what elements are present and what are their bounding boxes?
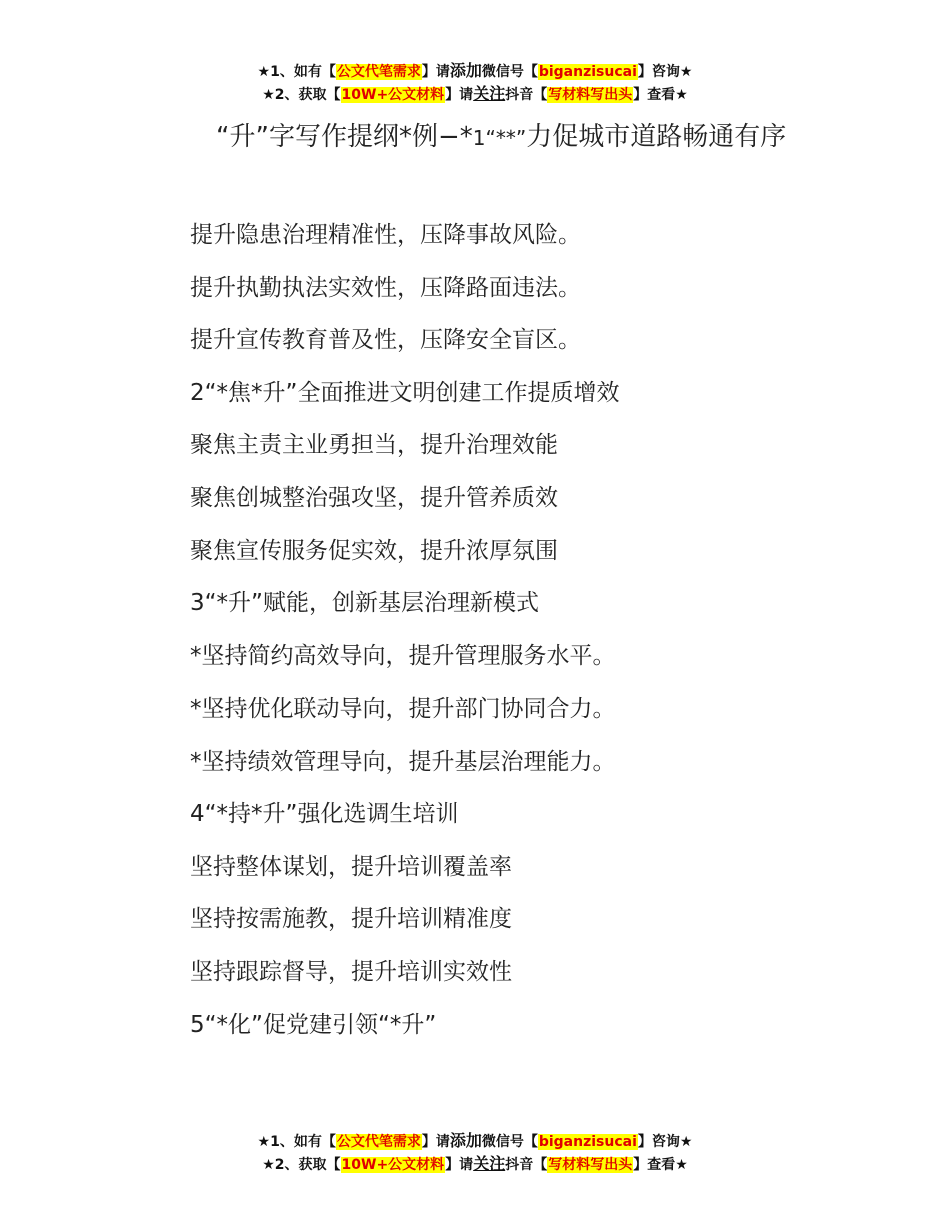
banner-text: ★2、获取【 xyxy=(262,1157,341,1173)
banner-text: 】查看★ xyxy=(633,1157,688,1173)
banner-highlight: 10W+公文材料 xyxy=(341,87,445,103)
banner-line-1 xyxy=(0,60,950,83)
outline-item: *坚持简约高效导向，提升管理服务水平。 xyxy=(190,643,616,669)
banner-line-1 xyxy=(0,1130,950,1153)
section-heading: 5“*化”促党建引领“*升” xyxy=(190,1012,437,1038)
banner-emphasis: 添加 xyxy=(449,1131,482,1150)
banner-text: 】查看★ xyxy=(633,87,688,103)
banner-text: 】咨询★ xyxy=(637,1134,693,1150)
banner-highlight: biganzisucai xyxy=(538,64,637,80)
banner-line-2 xyxy=(0,1153,950,1176)
banner-text: ★1、如有【 xyxy=(257,1134,336,1150)
outline-item: 聚焦主责主业勇担当，提升治理效能 xyxy=(190,432,558,458)
banner-highlight: 写材料写出头 xyxy=(548,87,633,103)
header-banner xyxy=(0,60,950,106)
banner-highlight: 公文代笔需求 xyxy=(336,1134,421,1150)
section-heading: 3“*升”赋能，创新基层治理新模式 xyxy=(190,590,539,616)
banner-highlight: 写材料写出头 xyxy=(548,1157,633,1173)
title-rest: 力促城市道路畅通有序 xyxy=(526,122,787,152)
title-number: 1“**” xyxy=(472,126,527,150)
outline-item: *坚持绩效管理导向，提升基层治理能力。 xyxy=(190,749,616,775)
section-heading: 2“*焦*升”全面推进文明创建工作提质增效 xyxy=(190,380,620,406)
banner-line-2 xyxy=(0,83,950,106)
banner-text: 】请 xyxy=(421,1134,450,1150)
banner-text: 】咨询★ xyxy=(637,64,693,80)
outline-item: 坚持按需施教，提升培训精准度 xyxy=(190,906,512,932)
banner-emphasis: 关注 xyxy=(473,84,506,103)
outline-item: 提升隐患治理精准性，压降事故风险。 xyxy=(190,222,581,248)
banner-text: 微信号【 xyxy=(481,64,538,80)
outline-item: 提升宣传教育普及性，压降安全盲区。 xyxy=(190,327,581,353)
outline-item: *坚持优化联动导向，提升部门协同合力。 xyxy=(190,696,616,722)
banner-text: 抖音【 xyxy=(505,1157,548,1173)
document-title xyxy=(140,112,820,163)
banner-text: 微信号【 xyxy=(481,1134,538,1150)
banner-text: 】请 xyxy=(445,87,474,103)
banner-text: 】请 xyxy=(421,64,450,80)
banner-highlight: 公文代笔需求 xyxy=(336,64,421,80)
outline-item: 提升执勤执法实效性，压降路面违法。 xyxy=(190,275,581,301)
banner-emphasis: 关注 xyxy=(473,1154,506,1173)
title-main: “升”字写作提纲*例−* xyxy=(216,122,473,152)
outline-item: 坚持跟踪督导，提升培训实效性 xyxy=(190,959,512,985)
banner-text: 】请 xyxy=(445,1157,474,1173)
banner-text: ★1、如有【 xyxy=(257,64,336,80)
outline-item: 坚持整体谋划，提升培训覆盖率 xyxy=(190,854,512,880)
section-heading: 4“*持*升”强化选调生培训 xyxy=(190,801,459,827)
banner-emphasis: 添加 xyxy=(449,61,482,80)
footer-banner xyxy=(0,1130,950,1176)
banner-highlight: biganzisucai xyxy=(538,1134,637,1150)
outline-item: 聚焦宣传服务促实效，提升浓厚氛围 xyxy=(190,538,558,564)
banner-highlight: 10W+公文材料 xyxy=(341,1157,445,1173)
outline-item: 聚焦创城整治强攻坚，提升管养质效 xyxy=(190,485,558,511)
banner-text: ★2、获取【 xyxy=(262,87,341,103)
banner-text: 抖音【 xyxy=(505,87,548,103)
